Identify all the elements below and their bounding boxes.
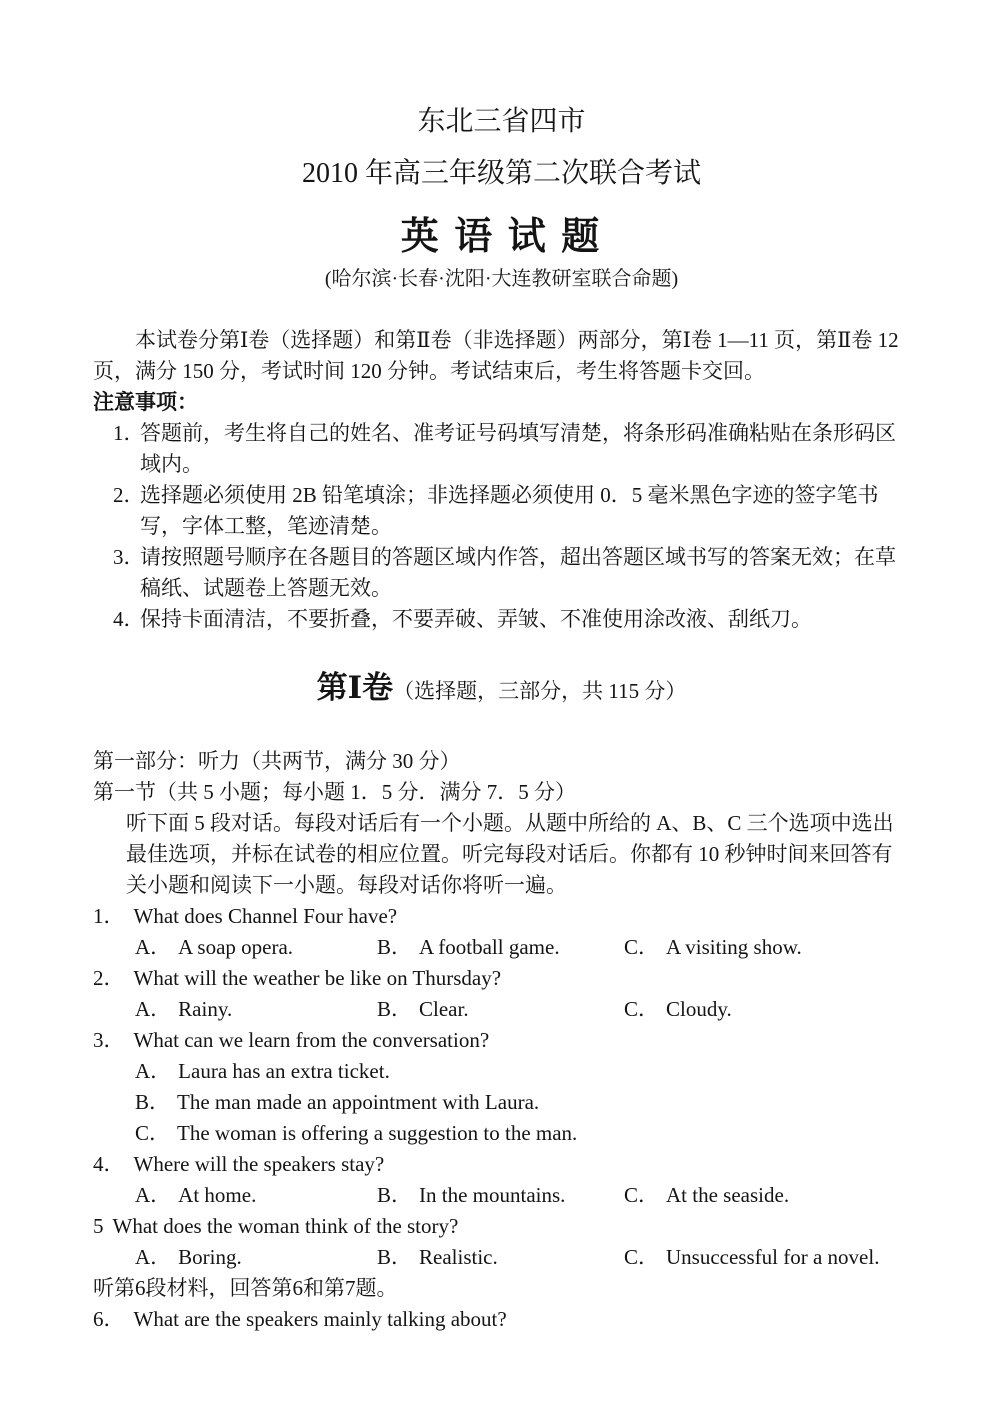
option-text: In the mountains. bbox=[419, 1183, 566, 1207]
notice-item-1 bbox=[93, 418, 910, 480]
question-1 bbox=[93, 901, 910, 932]
volume-title: 第Ⅰ卷 bbox=[316, 670, 394, 705]
option-text: Boring. bbox=[178, 1245, 242, 1269]
question-3 bbox=[93, 1025, 910, 1056]
option-text: A soap opera. bbox=[178, 935, 294, 959]
option-text: Clear. bbox=[419, 997, 469, 1021]
option-text: The man made an appointment with Laura. bbox=[177, 1090, 540, 1114]
option-text: A visiting show. bbox=[666, 935, 802, 959]
option-a bbox=[135, 1056, 910, 1087]
notice-item-3 bbox=[93, 542, 910, 604]
option-label: B． bbox=[377, 997, 413, 1021]
question-number: 5 bbox=[93, 1214, 104, 1238]
option-label: B． bbox=[377, 1183, 413, 1207]
question-4-options bbox=[93, 1180, 910, 1211]
notice-text: 答题前，考生将自己的姓名、准考证号码填写清楚，将条形码准确粘贴在条形码区域内。 bbox=[140, 421, 896, 476]
option-c bbox=[624, 994, 732, 1025]
option-label: B． bbox=[135, 1090, 171, 1114]
notice-item-4 bbox=[93, 604, 910, 635]
notice-item-2 bbox=[93, 480, 910, 542]
option-b bbox=[377, 932, 560, 963]
option-label: A． bbox=[135, 935, 172, 959]
option-label: C． bbox=[624, 1183, 660, 1207]
question-text: What does the woman think of the story? bbox=[112, 1214, 459, 1238]
notice-number: 4． bbox=[113, 607, 145, 631]
question-text: What can we learn from the conversation? bbox=[133, 1028, 490, 1052]
option-label: C． bbox=[624, 935, 660, 959]
question-text: What are the speakers mainly talking about? bbox=[133, 1307, 507, 1331]
question-number: 3． bbox=[93, 1028, 125, 1052]
notice-text: 保持卡面清洁，不要折叠，不要弄破、弄皱、不准使用涂改液、刮纸刀。 bbox=[140, 607, 812, 631]
option-c bbox=[624, 1242, 879, 1273]
question-text: What does Channel Four have? bbox=[133, 904, 398, 928]
question-5-options bbox=[93, 1242, 910, 1273]
option-text: Rainy. bbox=[178, 997, 233, 1021]
subject-title: 英 语 试 题 bbox=[400, 216, 603, 258]
option-label: A． bbox=[135, 1059, 172, 1083]
question-6 bbox=[93, 1304, 910, 1335]
notice-text: 选择题必须使用 2B 铅笔填涂；非选择题必须使用 0．5 毫米黑色字迹的签字笔书写，字体工整，笔迹清楚。 bbox=[140, 483, 879, 538]
option-label: C． bbox=[135, 1121, 171, 1145]
option-label: B． bbox=[377, 1245, 413, 1269]
option-label: A． bbox=[135, 1183, 172, 1207]
option-text: Cloudy. bbox=[666, 997, 732, 1021]
option-label: A． bbox=[135, 1245, 172, 1269]
notice-number: 3． bbox=[113, 545, 145, 569]
section-heading: 第一节（共 5 小题；每小题 1．5 分．满分 7．5 分） bbox=[93, 780, 576, 804]
option-a bbox=[135, 1180, 256, 1211]
exam-description: 本试卷分第Ⅰ卷（选择题）和第Ⅱ卷（非选择题）两部分，第Ⅰ卷 1—11 页，第Ⅱ卷 12 页，满分 150 分，考试时间 120 分钟。考试结束后，考生将答题卡交回。 bbox=[93, 328, 899, 383]
option-b bbox=[377, 1242, 498, 1273]
notice-heading: 注意事项： bbox=[93, 390, 198, 414]
notice-number: 2． bbox=[113, 483, 145, 507]
listening-instructions: 听下面 5 段对话。每段对话后有一个小题。从题中所给的 A、B、C 三个选项中选出最佳选项，并标在试卷的相应位置。听完每段对话后。你都有 10 秒钟时间来回答有关小题和阅读下一小题。每段对话你将听一遍。 bbox=[126, 811, 894, 897]
question-number: 2． bbox=[93, 966, 125, 990]
question-5 bbox=[93, 1211, 910, 1242]
material-note: 听第6段材料，回答第6和第7题。 bbox=[93, 1276, 398, 1300]
committee-note: (哈尔滨·长春·沈阳·大连教研室联合命题) bbox=[324, 268, 679, 290]
volume-subtitle: （选择题，三部分，共 115 分） bbox=[393, 679, 687, 703]
question-4 bbox=[93, 1149, 910, 1180]
exam-session-title: 2010 年高三年级第二次联合考试 bbox=[301, 158, 701, 189]
option-text: At the seaside. bbox=[666, 1183, 790, 1207]
question-text: Where will the speakers stay? bbox=[133, 1152, 385, 1176]
question-2 bbox=[93, 963, 910, 994]
option-a bbox=[135, 1242, 242, 1273]
question-number: 1． bbox=[93, 904, 125, 928]
option-label: A． bbox=[135, 997, 172, 1021]
option-b bbox=[377, 994, 469, 1025]
option-label: C． bbox=[624, 997, 660, 1021]
option-c bbox=[624, 932, 802, 963]
option-a bbox=[135, 932, 293, 963]
question-text: What will the weather be like on Thursday? bbox=[133, 966, 502, 990]
option-b bbox=[377, 1180, 565, 1211]
part-heading: 第一部分：听力（共两节，满分 30 分） bbox=[93, 749, 461, 773]
option-label: B． bbox=[377, 935, 413, 959]
notice-text: 请按照题号顺序在各题目的答题区域内作答，超出答题区域书写的答案无效；在草稿纸、试题卷上答题无效。 bbox=[140, 545, 896, 600]
option-label: C． bbox=[624, 1245, 660, 1269]
question-number: 4． bbox=[93, 1152, 125, 1176]
option-a bbox=[135, 994, 232, 1025]
option-text: Realistic. bbox=[419, 1245, 498, 1269]
question-1-options bbox=[93, 932, 910, 963]
option-text: At home. bbox=[178, 1183, 257, 1207]
option-c bbox=[135, 1118, 910, 1149]
exam-region-title: 东北三省四市 bbox=[417, 106, 586, 137]
option-text: Laura has an extra ticket. bbox=[178, 1059, 390, 1083]
option-c bbox=[624, 1180, 789, 1211]
question-2-options bbox=[93, 994, 910, 1025]
option-b bbox=[135, 1087, 910, 1118]
volume-heading bbox=[93, 670, 910, 709]
option-text: Unsuccessful for a novel. bbox=[666, 1245, 880, 1269]
option-text: A football game. bbox=[419, 935, 560, 959]
option-text: The woman is offering a suggestion to the man. bbox=[177, 1121, 578, 1145]
question-number: 6． bbox=[93, 1307, 125, 1331]
notice-number: 1． bbox=[113, 421, 145, 445]
question-3-options bbox=[135, 1056, 910, 1149]
